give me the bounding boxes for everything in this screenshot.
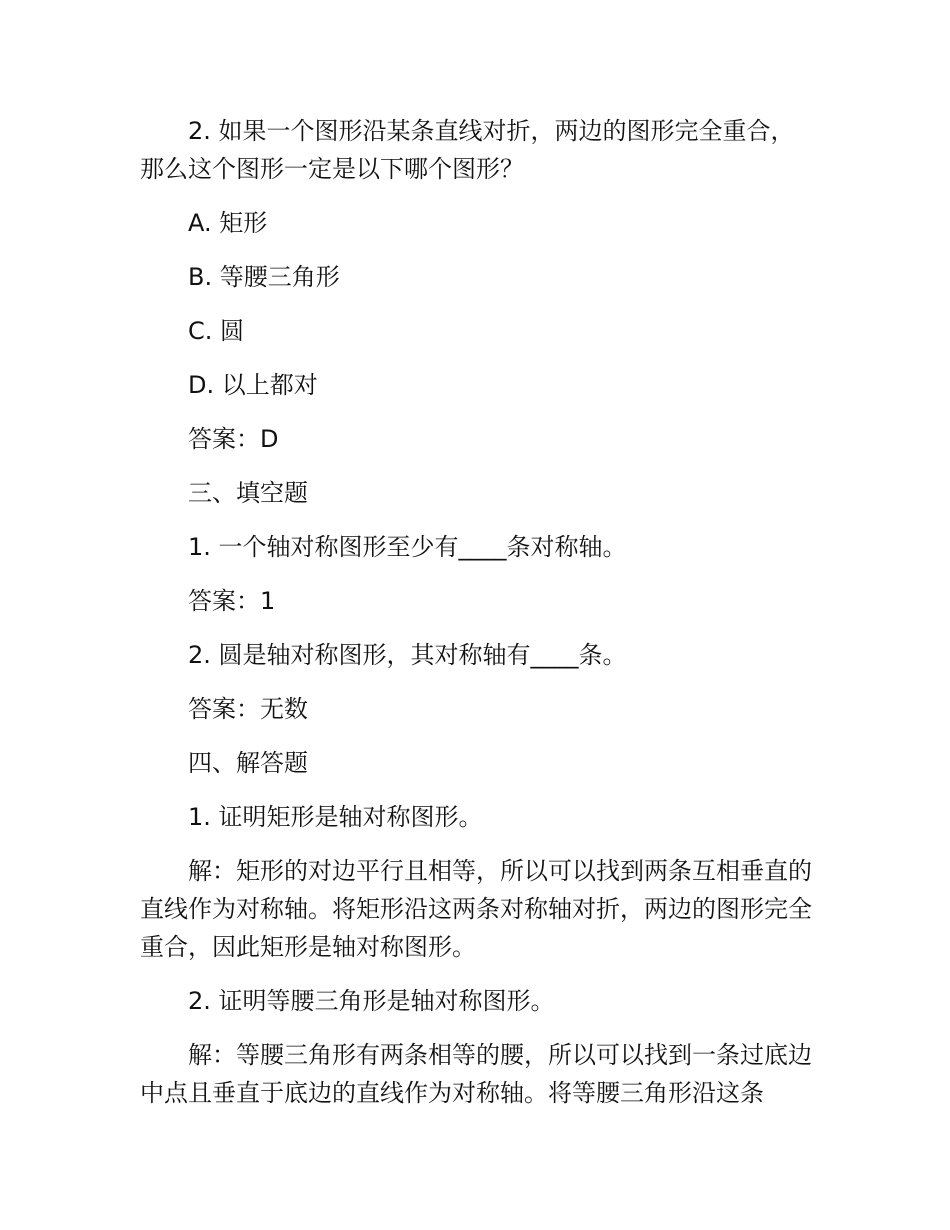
proof-question-2: 2. 证明等腰三角形是轴对称图形。 [188, 987, 555, 1015]
document-body [140, 112, 812, 1128]
answer-choice: 答案：D [188, 425, 279, 453]
option-c: C. 圆 [188, 317, 245, 345]
fill-question-1: 1. 一个轴对称图形至少有____条对称轴。 [188, 533, 627, 561]
section-heading-solutions: 四、解答题 [188, 749, 308, 777]
fill-answer-1: 答案：1 [188, 587, 276, 615]
option-b: B. 等腰三角形 [188, 263, 340, 291]
proof-question-1: 1. 证明矩形是轴对称图形。 [188, 803, 483, 831]
section-heading-fill-in: 三、填空题 [188, 479, 308, 507]
question-2-stem: 2. 如果一个图形沿某条直线对折，两边的图形完全重合，那么这个图形一定是以下哪个图形？ [140, 117, 795, 183]
proof-solution-1: 解：矩形的对边平行且相等，所以可以找到两条互相垂直的直线作为对称轴。将矩形沿这两条对称轴对折，两边的图形完全重合，因此矩形是轴对称图形。 [140, 857, 812, 961]
fill-answer-2: 答案：无数 [188, 695, 308, 723]
proof-solution-2: 解：等腰三角形有两条相等的腰，所以可以找到一条过底边中点且垂直于底边的直线作为对称轴。将等腰三角形沿这条 [140, 1041, 812, 1107]
option-d: D. 以上都对 [188, 371, 318, 399]
fill-question-2: 2. 圆是轴对称图形，其对称轴有____条。 [188, 641, 627, 669]
option-a: A. 矩形 [188, 209, 268, 237]
